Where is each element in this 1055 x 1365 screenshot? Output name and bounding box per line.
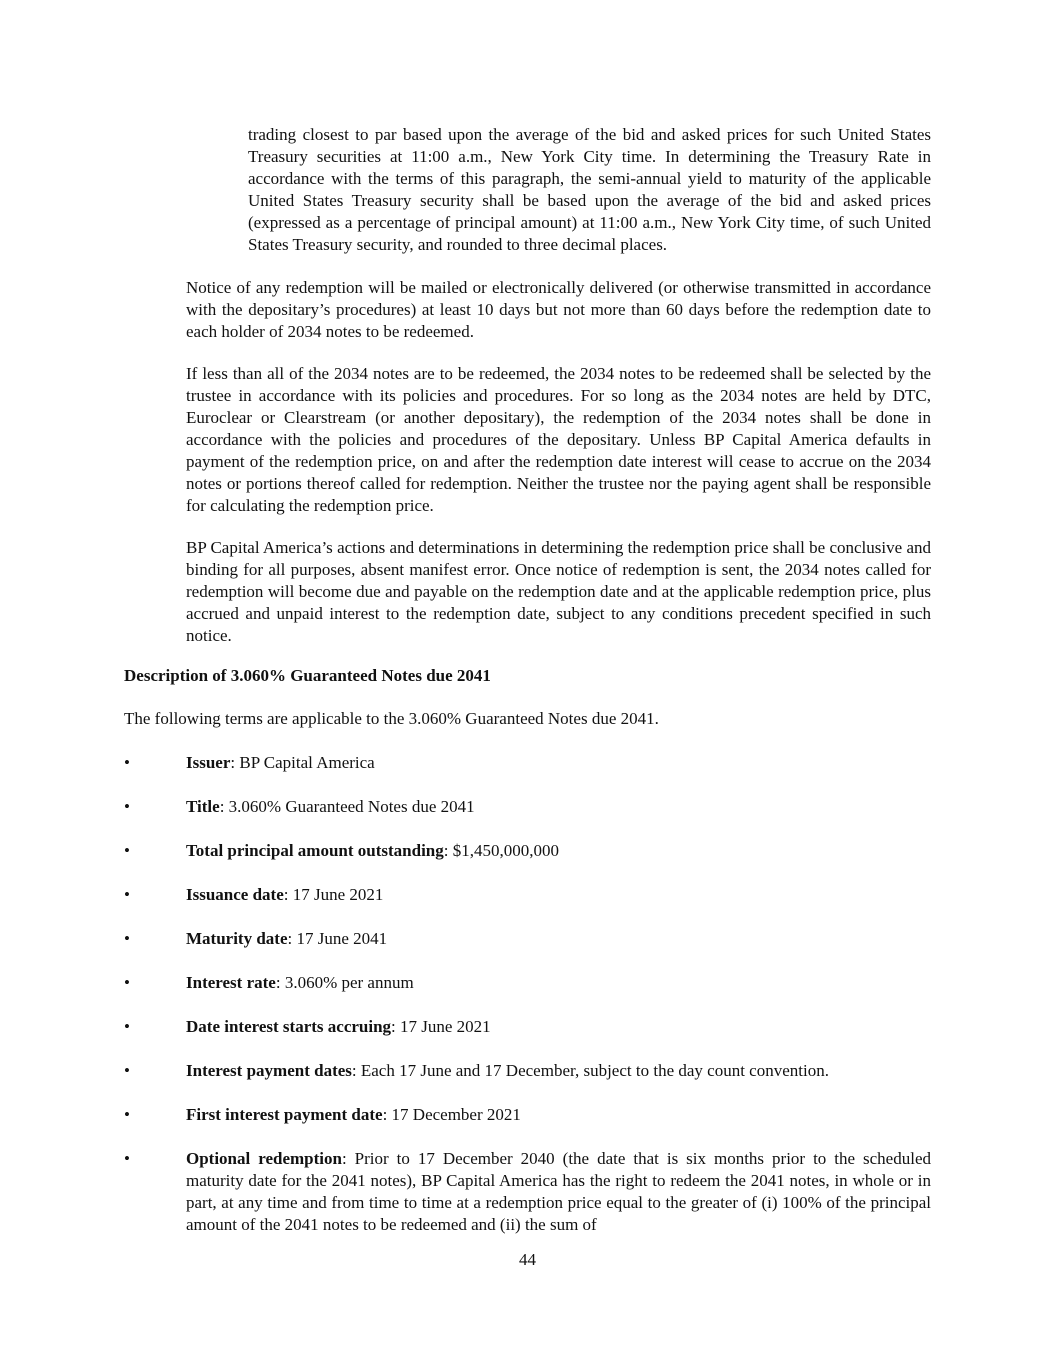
term-value: : 17 June 2041: [287, 929, 388, 948]
page-number: 44: [519, 1250, 536, 1269]
term-label: Interest payment dates: [186, 1061, 352, 1080]
bullet-icon: •: [124, 929, 130, 948]
bullet-icon: •: [124, 797, 130, 816]
term-label: First interest payment date: [186, 1105, 383, 1124]
bullet-icon: •: [124, 1061, 130, 1080]
term-label: Optional redemption: [186, 1149, 342, 1168]
term-value: : Each 17 June and 17 December, subject to the day count convention.: [351, 1061, 829, 1080]
term-value: : 17 June 2021: [391, 1017, 491, 1036]
term-value: : BP Capital America: [230, 753, 375, 772]
paragraph-notice-of-redemption: Notice of any redemption will be mailed or electronically delivered (or otherwise transmitted in accordance with the depositary’s procedures) at least 10 days but not more than 60 days before the redemption date to each holder of 2034 notes to be redeemed.: [186, 278, 931, 341]
term-label: Interest rate: [186, 973, 276, 992]
term-value: : 17 December 2021: [382, 1105, 521, 1124]
bullet-icon: •: [124, 1017, 130, 1036]
bullet-icon: •: [124, 1105, 130, 1124]
term-label: Issuance date: [186, 885, 284, 904]
paragraph-treasury-rate-continued: trading closest to par based upon the average of the bid and asked prices for such United States Treasury securities at 11:00 a.m., New York City time. In determining the Treasury Rate in accordance with the terms of this paragraph, the semi-annual yield to maturity of the applicable United States Treasury security shall be based upon the average of the bid and asked prices (expressed as a percentage of principal amount) at 11:00 a.m., New York City time, of such United States Treasury security, and rounded to three decimal places.: [248, 125, 931, 254]
term-label: Date interest starts accruing: [186, 1017, 392, 1036]
bullet-icon: •: [124, 885, 130, 904]
term-value: : 17 June 2021: [283, 885, 384, 904]
term-value: : Prior to 17 December 2040 (the date that is six months prior to the scheduled maturity date for the 2041 notes), BP Capital America has the right to redeem the 2041 notes, in whole or in part, at any time and from time to time at a redemption price equal to the greater of (i) 100% of the principal amount of the 2041 notes to be redeemed and (ii) the sum of: [186, 1149, 931, 1234]
bullet-icon: •: [124, 1149, 130, 1168]
bullet-icon: •: [124, 973, 130, 992]
bullet-icon: •: [124, 753, 130, 772]
bullet-icon: •: [124, 841, 130, 860]
paragraph-determinations: BP Capital America’s actions and determinations in determining the redemption price shall be conclusive and binding for all purposes, absent manifest error. Once notice of redemption is sent, the 2034 notes called for redemption will become due and payable on the redemption date and at the applicable redemption price, plus accrued and unpaid interest to the redemption date, subject to any conditions precedent specified in such notice.: [186, 538, 931, 645]
paragraph-partial-redemption: If less than all of the 2034 notes are to be redeemed, the 2034 notes to be redeemed shall be selected by the trustee in accordance with its policies and procedures. For so long as the 2034 notes are held by DTC, Euroclear or Clearstream (or another depositary), the redemption of the 2034 notes shall be done in accordance with the policies and procedures of the depositary. Unless BP Capital America defaults in payment of the redemption price, on and after the redemption date interest will cease to accrue on the 2034 notes or portions thereof called for redemption. Neither the trustee nor the paying agent shall be responsible for calculating the redemption price.: [186, 364, 931, 515]
term-value: : 3.060% Guaranteed Notes due 2041: [219, 797, 475, 816]
term-value: : $1,450,000,000: [443, 841, 559, 860]
term-value: : 3.060% per annum: [275, 973, 414, 992]
term-label: Title: [186, 797, 220, 816]
term-label: Issuer: [186, 753, 231, 772]
term-label: Maturity date: [186, 929, 288, 948]
section-heading: Description of 3.060% Guaranteed Notes due 2041: [124, 666, 491, 685]
term-label: Total principal amount outstanding: [186, 841, 444, 860]
section-intro: The following terms are applicable to the 3.060% Guaranteed Notes due 2041.: [124, 709, 659, 728]
